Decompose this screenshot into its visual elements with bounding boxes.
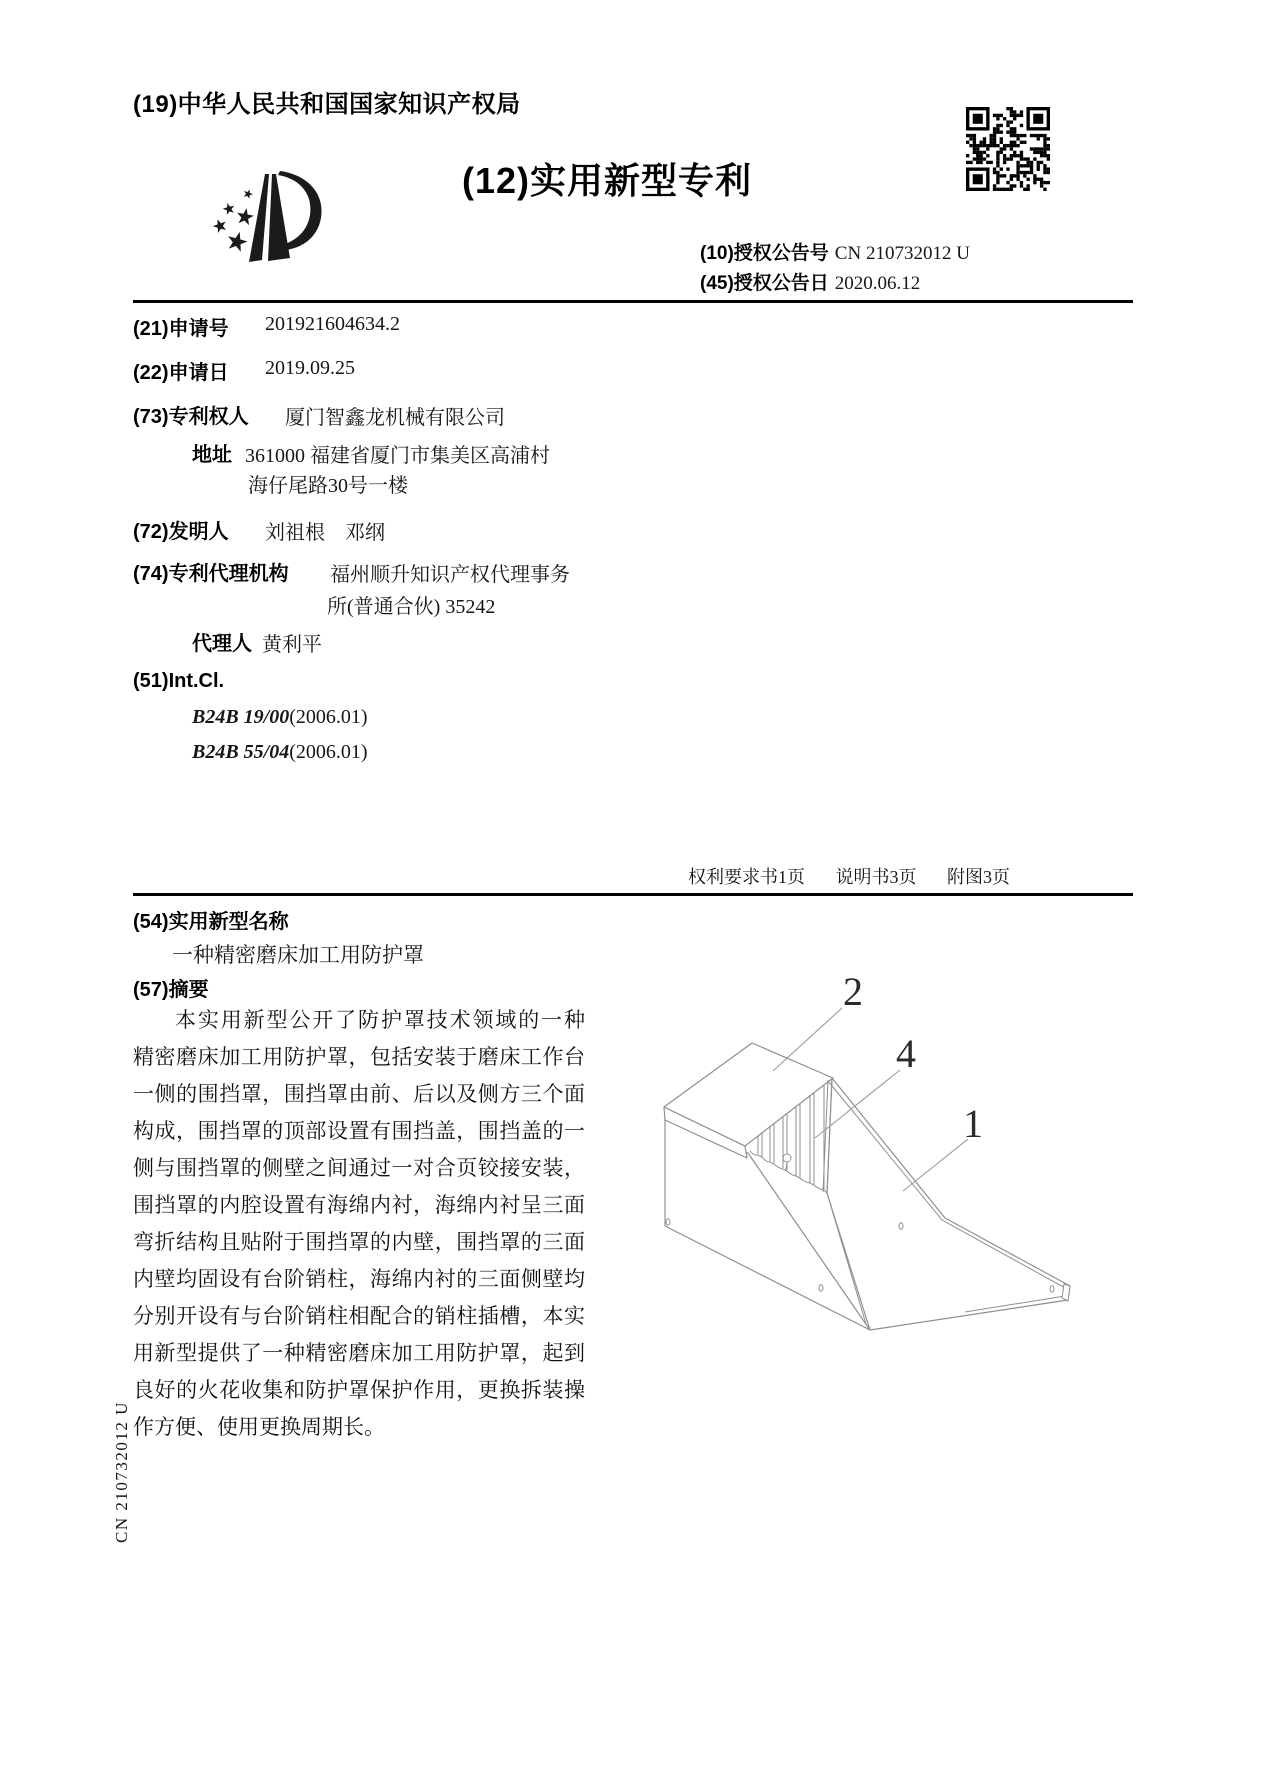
office-name: (19)中华人民共和国国家知识产权局 xyxy=(133,91,521,118)
abstract-label: (57)摘要 xyxy=(133,979,209,1001)
publication-date-row xyxy=(700,268,920,295)
application-date-label: (22)申请日 xyxy=(133,362,229,384)
document-type-title: (12)实用新型专利 xyxy=(462,160,753,201)
abstract-line: 弯折结构且贴附于围挡罩的内壁，围挡罩的三面 xyxy=(133,1230,585,1254)
ipc-version-2: (2006.01) xyxy=(289,741,368,763)
int-cl-label: (51)Int.Cl. xyxy=(133,670,225,692)
cnipa-logo-icon xyxy=(205,146,335,270)
qr-code xyxy=(966,107,1050,191)
publication-number-value: CN 210732012 U xyxy=(834,243,970,264)
abstract-line: 用新型提供了一种精密磨床加工用防护罩，起到 xyxy=(133,1341,585,1365)
abstract-line: 精密磨床加工用防护罩，包括安装于磨床工作台 xyxy=(133,1045,585,1069)
ipc-entry-1 xyxy=(192,706,368,729)
ipc-code-2: B24B 55/04 xyxy=(192,741,290,763)
abstract-line: 围挡罩的内腔设置有海绵内衬，海绵内衬呈三面 xyxy=(133,1193,585,1217)
agent-label: 代理人 xyxy=(192,633,252,655)
address-value-line2: 海仔尾路30号一楼 xyxy=(248,475,408,497)
abstract-line: 构成，围挡罩的顶部设置有围挡盖，围挡盖的一 xyxy=(133,1119,585,1143)
ipc-version-1: (2006.01) xyxy=(289,706,368,728)
abstract-line: 侧与围挡罩的侧壁之间通过一对合页铰接安装， xyxy=(133,1156,585,1180)
agent-value: 黄利平 xyxy=(262,634,322,656)
leader-line-1 xyxy=(903,1139,968,1191)
inventors-value: 刘祖根 邓纲 xyxy=(265,522,385,544)
address-value-line1: 361000 福建省厦门市集美区高浦村 xyxy=(245,445,550,467)
abstract-line: 内壁均固设有台阶销柱，海绵内衬的三面侧壁均 xyxy=(133,1267,585,1291)
patentee-value: 厦门智鑫龙机械有限公司 xyxy=(285,407,505,429)
figure-chute-floor xyxy=(827,1078,1070,1330)
pages-info-line xyxy=(580,863,1010,889)
top-divider xyxy=(133,300,1133,303)
side-publication-number: CN 210732012 U xyxy=(112,1401,131,1543)
description-pages: 说明书3页 xyxy=(835,867,917,887)
ipc-code-1: B24B 19/00 xyxy=(192,706,290,728)
agency-value-line1: 福州顺升知识产权代理事务 xyxy=(330,564,570,586)
claims-pages: 权利要求书1页 xyxy=(688,867,805,887)
publication-date-label: (45)授权公告日 xyxy=(700,273,829,294)
title-section-label: (54)实用新型名称 xyxy=(133,911,289,933)
figure-label-cover: 2 xyxy=(843,969,863,1014)
abstract-line: 分别开设有与台阶销柱相配合的销柱插槽，本实 xyxy=(133,1304,585,1328)
ipc-entry-2 xyxy=(192,741,368,764)
abstract-line: 本实用新型公开了防护罩技术领域的一种 xyxy=(175,1008,585,1032)
application-number-label: (21)申请号 xyxy=(133,318,229,340)
inventors-label: (72)发明人 xyxy=(133,521,229,543)
drawings-pages: 附图3页 xyxy=(947,867,1010,887)
patent-figure-drawing xyxy=(565,950,1080,1340)
agency-value-line2: 所(普通合伙) 35242 xyxy=(327,596,496,618)
abstract-line: 作方便、使用更换周期长。 xyxy=(133,1415,385,1439)
publication-number-row xyxy=(700,238,970,265)
abstract-text xyxy=(133,1002,585,1446)
figure-label-chute: 1 xyxy=(963,1101,983,1146)
publication-number-label: (10)授权公告号 xyxy=(700,243,829,264)
leader-line-2 xyxy=(773,1008,842,1071)
agency-label: (74)专利代理机构 xyxy=(133,563,289,585)
address-label: 地址 xyxy=(192,444,232,466)
mid-divider xyxy=(133,893,1133,896)
abstract-line: 一侧的围挡罩，围挡罩由前、后以及侧方三个面 xyxy=(133,1082,585,1106)
figure-label-bellows: 4 xyxy=(896,1031,916,1076)
patentee-label: (73)专利权人 xyxy=(133,406,249,428)
invention-title: 一种精密磨床加工用防护罩 xyxy=(172,943,424,967)
publication-date-value: 2020.06.12 xyxy=(834,273,921,294)
application-number-value: 201921604634.2 xyxy=(265,313,400,335)
abstract-line: 良好的火花收集和防护罩保护作用，更换拆装操 xyxy=(133,1378,585,1402)
application-date-value: 2019.09.25 xyxy=(265,357,355,379)
